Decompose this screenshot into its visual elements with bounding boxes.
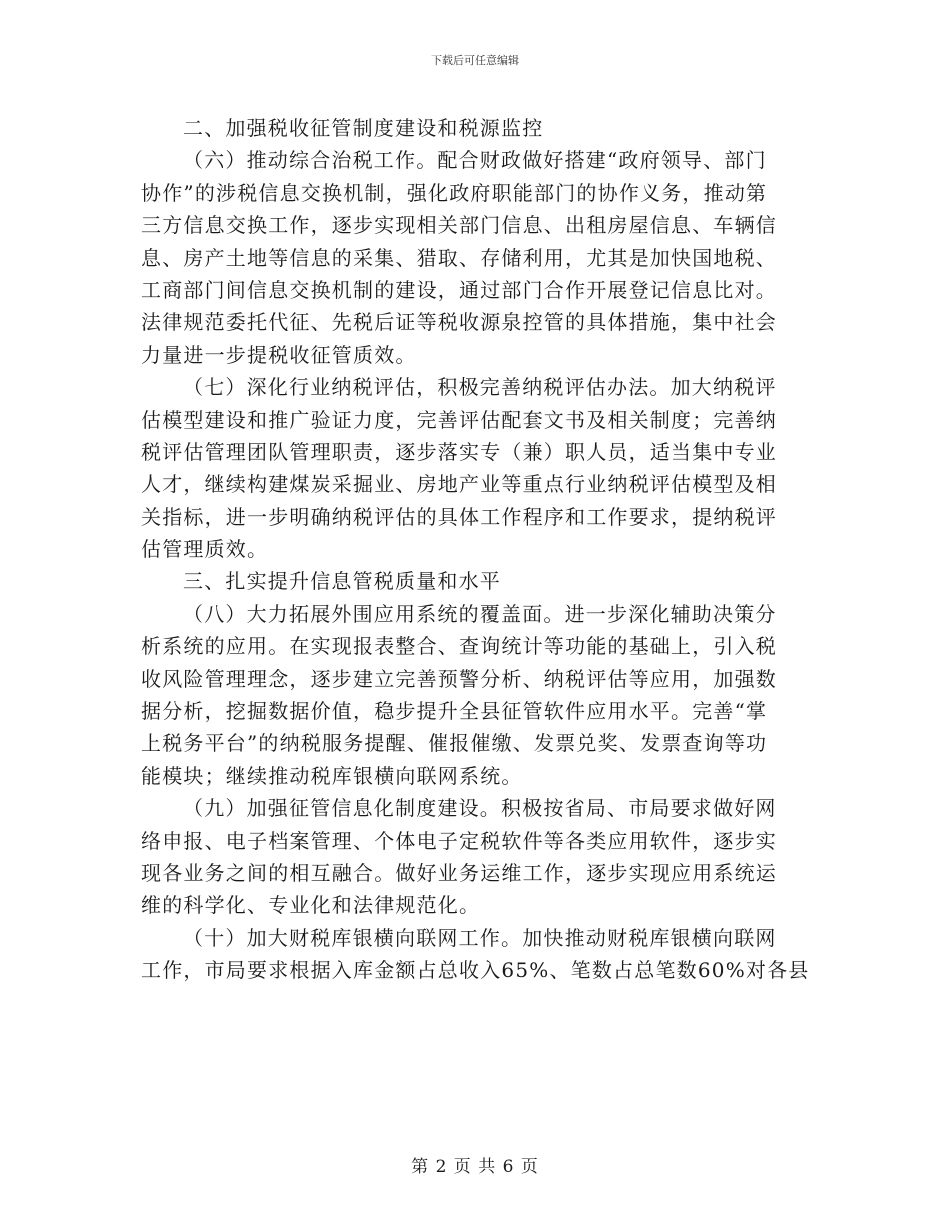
text-line: （八）大力拓展外围应用系统的覆盖面。进一步深化辅助决策分	[183, 601, 777, 626]
text-line: 关指标，进一步明确纳税评估的具体工作程序和工作要求，提纳税评	[141, 504, 777, 529]
text-line: 税评估管理团队管理职责，逐步落实专（兼）职人员，适当集中专业	[141, 439, 777, 464]
text-line: （九）加强征管信息化制度建设。积极按省局、市局要求做好网	[183, 796, 777, 821]
text-line: 据分析，挖掘数据价值，稳步提升全县征管软件应用水平。完善“掌	[141, 699, 768, 724]
text-line: （七）深化行业纳税评估，积极完善纳税评估办法。加大纳税评	[183, 375, 777, 400]
text-line: 三方信息交换工作，逐步实现相关部门信息、出租房屋信息、车辆信	[141, 213, 777, 238]
text-line: 工商部门间信息交换机制的建设，通过部门合作开展登记信息比对。	[141, 277, 777, 302]
text-line: 工作，市局要求根据入库金额占总收入65%、笔数占总笔数60%对各县	[141, 958, 810, 983]
text-line: 息、房产土地等信息的采集、猎取、存储利用，尤其是加快国地税、	[141, 245, 777, 270]
text-line: 人才，继续构建煤炭采掘业、房地产业等重点行业纳税评估模型及相	[141, 472, 777, 497]
page-header: 下载后可任意编辑	[431, 54, 519, 67]
text-line: 能模块；继续推动税库银横向联网系统。	[141, 763, 523, 788]
text-line: （十）加大财税库银横向联网工作。加快推动财税库银横向联网	[183, 925, 777, 950]
text-line: 维的科学化、专业化和法律规范化。	[141, 893, 481, 918]
text-line: 二、加强税收征管制度建设和税源监控	[183, 116, 544, 140]
text-line: 现各业务之间的相互融合。做好业务运维工作，逐步实现应用系统运	[141, 860, 777, 885]
text-line: 力量进一步提税收征管质效。	[141, 342, 417, 367]
text-line: 上税务平台”的纳税服务提醒、催报催缴、发票兑奖、发票查询等功	[141, 731, 768, 756]
text-line: 收风险管理理念，逐步建立完善预警分析、纳税评估等应用，加强数	[141, 666, 777, 691]
text-line: 估模型建设和推广验证力度，完善评估配套文书及相关制度；完善纳	[141, 407, 777, 432]
text-line: 估管理质效。	[141, 537, 269, 562]
text-line: 络申报、电子档案管理、个体电子定税软件等各类应用软件，逐步实	[141, 828, 777, 853]
text-line: 法律规范委托代征、先税后证等税收源泉控管的具体措施，集中社会	[141, 310, 777, 335]
page-footer: 第 2 页 共 6 页	[411, 1157, 539, 1177]
document-body	[141, 112, 810, 987]
text-line: 析系统的应用。在实现报表整合、查询统计等功能的基础上，引入税	[141, 634, 777, 659]
text-line: 协作”的涉税信息交换机制，强化政府职能部门的协作义务，推动第	[141, 180, 768, 205]
text-line: （六）推动综合治税工作。配合财政做好搭建“政府领导、部门	[183, 148, 767, 173]
text-line: 三、扎实提升信息管税质量和水平	[183, 569, 501, 594]
